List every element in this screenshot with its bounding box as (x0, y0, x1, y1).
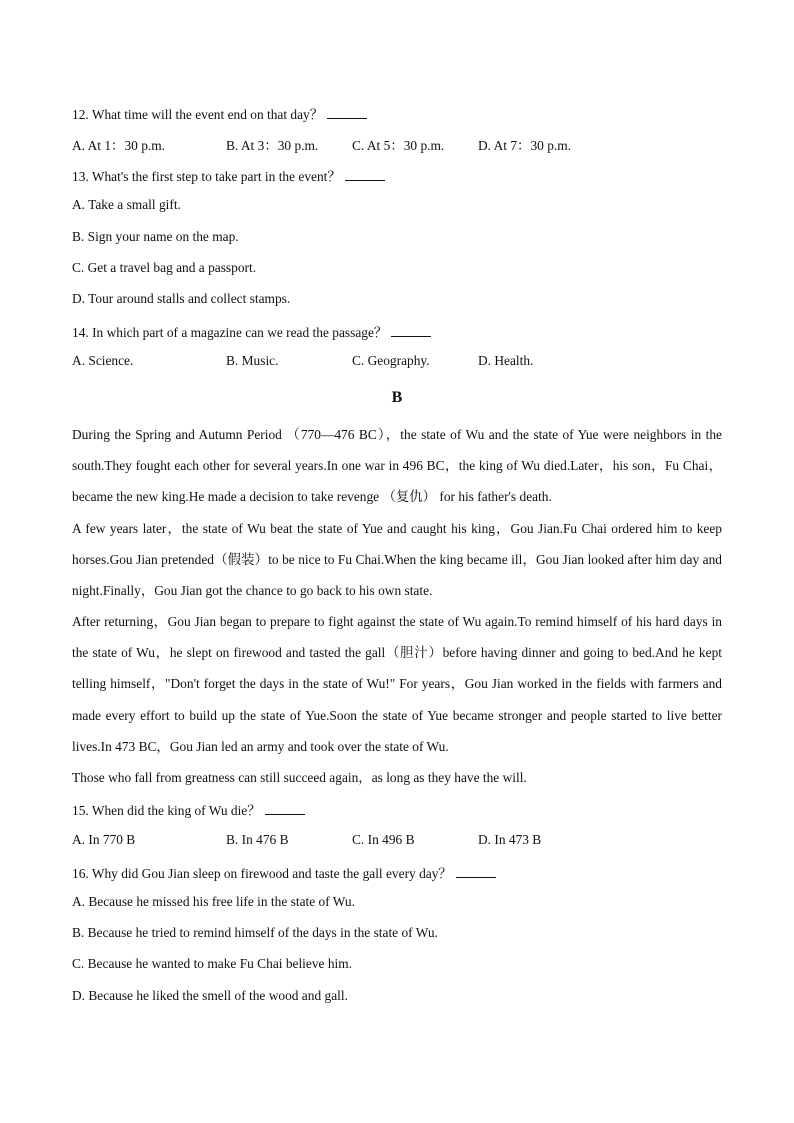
option-c: C. In 496 B (352, 832, 415, 847)
option-d: D. Health. (478, 353, 534, 368)
option-c: C. Get a travel bag and a passport. (72, 260, 257, 275)
passage-paragraph-4: Those who fall from greatness can still succeed again，as long as they have the will. (72, 770, 527, 785)
question-14: 14. In which part of a magazine can we read the passage？ (72, 322, 431, 341)
option-a: A. In 770 B (72, 832, 136, 847)
passage-paragraph-3: After returning，Gou Jian began to prepare to fight against the state of Wu again.To remind himself of his hard days in the state of Wu，he slept on firewood and tasted the gall（胆汁）before having dinner and going to bed.And he kept telling himself，"Don't forget the days in the state of Wu!" For years，Gou Jian worked in the fields with farmers and made every effort to build up the state of Yue.Soon the state of Yue became stronger and people started to live better lives.In 473 BC，Gou Jian led an army and took over the state of Wu. (72, 614, 722, 754)
option-a: A. Science. (72, 353, 134, 368)
option-d: D. In 473 B (478, 832, 542, 847)
option-b: B. Music. (226, 353, 279, 368)
question-13: 13. What's the first step to take part in the event？ (72, 166, 385, 185)
option-b: B. Sign your name on the map. (72, 229, 239, 244)
answer-blank (345, 169, 385, 181)
question-14-options (72, 353, 722, 373)
option-b: B. Because he tried to remind himself of the days in the state of Wu. (72, 925, 438, 940)
option-a: A. Take a small gift. (72, 197, 181, 212)
question-16: 16. Why did Gou Jian sleep on firewood and taste the gall every day？ (72, 863, 496, 882)
option-a: A. Because he missed his free life in the state of Wu. (72, 894, 355, 909)
answer-blank (456, 866, 496, 878)
question-15-options (72, 832, 722, 852)
question-12-options (72, 135, 722, 155)
option-d: D. At 7：30 p.m. (478, 138, 571, 153)
answer-blank (327, 107, 367, 119)
passage-paragraph-2: A few years later，the state of Wu beat the state of Yue and caught his king，Gou Jian.Fu Chai ordered him to keep horses.Gou Jian pretended（假装）to be nice to Fu Chai.When the king became ill，Gou Jian looked after him day and night.Finally，Gou Jian got the chance to go back to his own state. (72, 521, 722, 599)
option-c: C. Because he wanted to make Fu Chai believe him. (72, 956, 353, 971)
option-b: B. In 476 B (226, 832, 289, 847)
option-a: A. At 1：30 p.m. (72, 138, 165, 153)
question-15: 15. When did the king of Wu die？ (72, 800, 305, 819)
section-title: B (391, 389, 403, 406)
option-c: C. Geography. (352, 353, 430, 368)
option-b: B. At 3：30 p.m. (226, 138, 319, 153)
option-d: D. Tour around stalls and collect stamps. (72, 291, 291, 306)
option-c: C. At 5：30 p.m. (352, 138, 445, 153)
question-12: 12. What time will the event end on that day？ (72, 104, 367, 123)
passage-paragraph-1: During the Spring and Autumn Period （770—476 BC），the state of Wu and the state of Yue were neighbors in the south.They fought each other for several years.In one war in 496 BC，the king of Wu died.Later，his son，Fu Chai，became the new king.He made a decision to take revenge （复仇） for his father's death. (72, 427, 722, 505)
answer-blank (265, 803, 305, 815)
answer-blank (391, 325, 431, 337)
option-d: D. Because he liked the smell of the wood and gall. (72, 988, 348, 1003)
